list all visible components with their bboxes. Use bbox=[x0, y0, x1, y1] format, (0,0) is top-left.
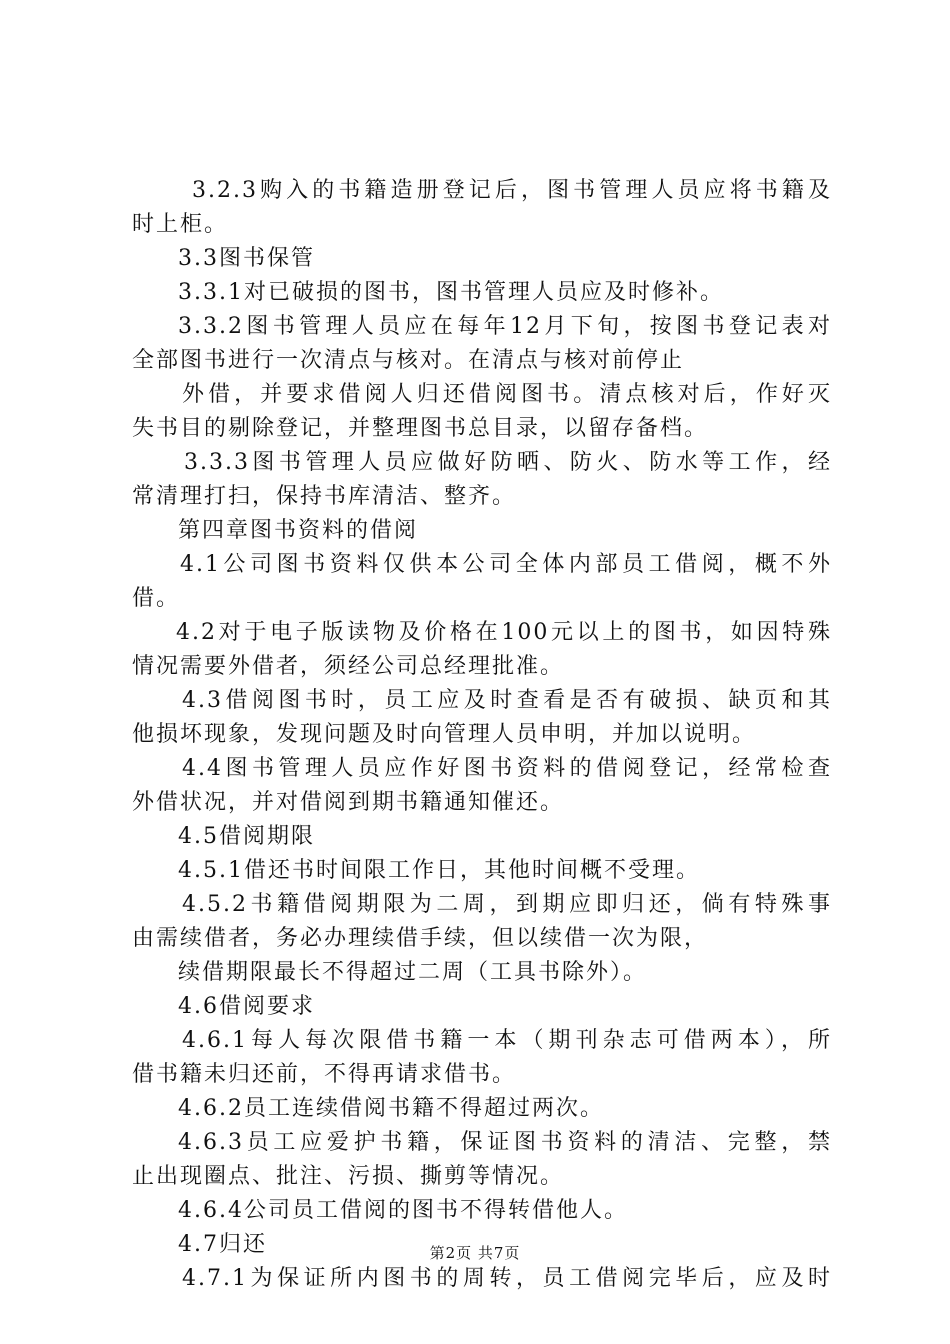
paragraph-line: 4.6.1每人每次限借书籍一本（期刊杂志可借两本），所 bbox=[182, 1028, 832, 1053]
paragraph-line: 外借，并要求借阅人归还借阅图书。清点核对后，作好灭 bbox=[182, 382, 832, 407]
paragraph-line: 由需续借者，务必办理续借手续，但以续借一次为限， bbox=[132, 926, 709, 951]
paragraph-line: 4.5借阅期限 bbox=[178, 824, 315, 849]
paragraph-line: 他损坏现象，发现问题及时向管理人员申明，并加以说明。 bbox=[132, 722, 757, 747]
paragraph-line: 4.6借阅要求 bbox=[178, 994, 315, 1019]
paragraph-line: 借。 bbox=[132, 586, 181, 611]
paragraph-line: 4.5.1借还书时间限工作日，其他时间概不受理。 bbox=[178, 858, 700, 883]
paragraph-line: 4.2对于电子版读物及价格在100元以上的图书，如因特殊 bbox=[176, 620, 832, 645]
paragraph-line: 情况需要外借者，须经公司总经理批准。 bbox=[132, 654, 565, 679]
paragraph-line: 失书目的剔除登记，并整理图书总目录，以留存备档。 bbox=[132, 416, 709, 441]
paragraph-line: 全部图书进行一次清点与核对。在清点与核对前停止 bbox=[132, 348, 685, 373]
paragraph-line: 4.3借阅图书时，员工应及时查看是否有破损、缺页和其 bbox=[182, 688, 832, 713]
paragraph-line: 3.3.1对已破损的图书，图书管理人员应及时修补。 bbox=[178, 280, 724, 305]
paragraph-line: 续借期限最长不得超过二周（工具书除外）。 bbox=[178, 960, 648, 985]
paragraph-line: 4.7归还 bbox=[178, 1232, 267, 1257]
paragraph-line: 3.3.2图书管理人员应在每年12月下旬，按图书登记表对 bbox=[178, 314, 832, 339]
paragraph-line: 4.5.2书籍借阅期限为二周，到期应即归还，倘有特殊事 bbox=[182, 892, 832, 917]
paragraph-line: 时上柜。 bbox=[132, 212, 229, 237]
page-footer: 第2页 共7页 bbox=[429, 1244, 521, 1262]
paragraph-line: 3.2.3购入的书籍造册登记后，图书管理人员应将书籍及 bbox=[192, 178, 832, 203]
paragraph-line: 4.7.1为保证所内图书的周转，员工借阅完毕后，应及时 bbox=[182, 1266, 832, 1291]
paragraph-line: 4.4图书管理人员应作好图书资料的借阅登记，经常检查 bbox=[182, 756, 832, 781]
paragraph-line: 3.3.3图书管理人员应做好防晒、防火、防水等工作，经 bbox=[184, 450, 832, 475]
paragraph-line: 外借状况，并对借阅到期书籍通知催还。 bbox=[132, 790, 565, 815]
paragraph-line: 3.3图书保管 bbox=[178, 246, 315, 271]
paragraph-line: 4.1公司图书资料仅供本公司全体内部员工借阅，概不外 bbox=[180, 552, 832, 577]
paragraph-line: 借书籍未归还前，不得再请求借书。 bbox=[132, 1062, 517, 1087]
paragraph-line: 4.6.2员工连续借阅书籍不得超过两次。 bbox=[178, 1096, 604, 1121]
paragraph-line: 4.6.4公司员工借阅的图书不得转借他人。 bbox=[178, 1198, 628, 1223]
paragraph-line: 止出现圈点、批注、污损、撕剪等情况。 bbox=[132, 1164, 565, 1189]
paragraph-line: 第四章图书资料的借阅 bbox=[178, 518, 419, 543]
paragraph-line: 4.6.3员工应爱护书籍，保证图书资料的清洁、完整，禁 bbox=[178, 1130, 832, 1155]
paragraph-line: 常清理打扫，保持书库清洁、整齐。 bbox=[132, 484, 517, 509]
document-body bbox=[132, 174, 832, 1296]
